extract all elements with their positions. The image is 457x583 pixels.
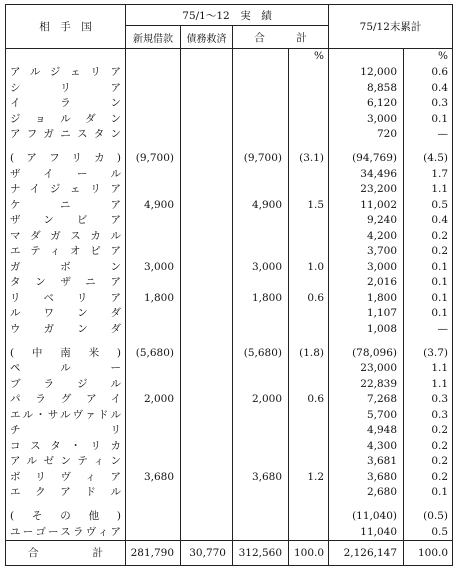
table-row [6, 361, 453, 377]
table-row [6, 197, 453, 213]
country-name: エティオピア [6, 244, 126, 260]
loan-results-table [5, 4, 453, 566]
country-name: ボリヴィア [6, 470, 126, 486]
total-cell [233, 361, 289, 377]
cumulative-pct-cell: (0.5) [404, 509, 453, 525]
new-loan-cell: 3,000 [126, 260, 181, 276]
country-name: ザイール [6, 166, 126, 182]
total-cell [233, 127, 289, 143]
total-cell [233, 407, 289, 423]
new-loan-cell [126, 454, 181, 470]
cumulative-cell: 720 [329, 127, 404, 143]
table-row [6, 322, 453, 338]
debt-relief-cell [181, 392, 233, 408]
new-loan-cell [126, 213, 181, 229]
pct-cell [289, 423, 329, 439]
pct-cell [289, 228, 329, 244]
country-name: コスタ・リカ [6, 439, 126, 455]
total-cell [233, 182, 289, 198]
cumulative-cell: 8,858 [329, 81, 404, 97]
debt-relief-cell [181, 345, 233, 361]
pct-cell: 1.5 [289, 197, 329, 213]
cumulative-cell: 4,948 [329, 423, 404, 439]
table-row [6, 524, 453, 540]
pct-cell [289, 81, 329, 97]
debt-relief-cell [181, 182, 233, 198]
cumulative-cell: (11,040) [329, 509, 404, 525]
cumulative-cell: 6,120 [329, 96, 404, 112]
cumulative-cell: 1,107 [329, 306, 404, 322]
country-name: (アフリカ) [6, 151, 126, 167]
cumulative-cell: 11,002 [329, 197, 404, 213]
debt-relief-cell [181, 509, 233, 525]
table-row [6, 376, 453, 392]
new-loan-cell [126, 439, 181, 455]
new-loan-cell [126, 182, 181, 198]
header-debt-relief: 債務救済 [181, 26, 233, 49]
table-row [6, 244, 453, 260]
total-cell [233, 524, 289, 540]
header-period: 75/1〜12 実 績 [126, 5, 329, 26]
new-loan-cell [126, 322, 181, 338]
pct-cell [289, 213, 329, 229]
total-cell [233, 228, 289, 244]
table-row [6, 81, 453, 97]
table-row [6, 151, 453, 167]
total-cell [233, 454, 289, 470]
new-loan-cell: 1,800 [126, 291, 181, 307]
new-loan-cell [126, 361, 181, 377]
cumulative-pct-cell: 1.1 [404, 361, 453, 377]
total-cell [233, 376, 289, 392]
pct-cell [289, 112, 329, 128]
cumulative-pct-cell: 0.1 [404, 306, 453, 322]
pct-cell [289, 376, 329, 392]
country-name: チリ [6, 423, 126, 439]
cumulative-cell: 3,000 [329, 260, 404, 276]
cumulative-cell: 4,200 [329, 228, 404, 244]
cumulative-pct-cell: — [404, 127, 453, 143]
total-total: 312,560 [233, 540, 289, 565]
pct-cell [289, 322, 329, 338]
total-cell [233, 81, 289, 97]
debt-relief-cell [181, 260, 233, 276]
total-cell: 1,800 [233, 291, 289, 307]
pct-cell [289, 166, 329, 182]
new-loan-cell [126, 275, 181, 291]
cumulative-pct-cell: 0.4 [404, 213, 453, 229]
cumulative-pct-cell: 0.5 [404, 524, 453, 540]
total-cell [233, 423, 289, 439]
new-loan-cell: (9,700) [126, 151, 181, 167]
debt-relief-cell [181, 454, 233, 470]
total-cell [233, 65, 289, 81]
header-partner: 相 手 国 [6, 5, 126, 49]
percent-mark: % [289, 49, 329, 66]
new-loan-cell [126, 509, 181, 525]
total-cell: 3,000 [233, 260, 289, 276]
cumulative-pct-cell: 0.2 [404, 470, 453, 486]
pct-cell [289, 454, 329, 470]
new-loan-cell [126, 485, 181, 501]
country-name: シリア [6, 81, 126, 97]
new-loan-cell [126, 112, 181, 128]
pct-cell [289, 509, 329, 525]
new-loan-cell [126, 81, 181, 97]
debt-relief-cell [181, 485, 233, 501]
cumulative-pct-cell: 0.1 [404, 275, 453, 291]
cumulative-pct-cell: 0.2 [404, 244, 453, 260]
pct-cell: 1.0 [289, 260, 329, 276]
debt-relief-cell [181, 151, 233, 167]
debt-relief-cell [181, 439, 233, 455]
debt-relief-cell [181, 423, 233, 439]
country-name: ザンビア [6, 213, 126, 229]
total-cell: (5,680) [233, 345, 289, 361]
debt-relief-cell [181, 96, 233, 112]
cumulative-cell: 2,016 [329, 275, 404, 291]
pct-cell: (3.1) [289, 151, 329, 167]
pct-cell: 0.6 [289, 291, 329, 307]
new-loan-cell: (5,680) [126, 345, 181, 361]
country-name: ウガンダ [6, 322, 126, 338]
cumulative-cell: 7,268 [329, 392, 404, 408]
new-loan-cell [126, 306, 181, 322]
table-row [6, 454, 453, 470]
new-loan-cell [126, 166, 181, 182]
debt-relief-cell [181, 244, 233, 260]
country-name: アルジェリア [6, 65, 126, 81]
debt-relief-cell [181, 322, 233, 338]
pct-cell [289, 96, 329, 112]
debt-relief-cell [181, 112, 233, 128]
new-loan-cell [126, 228, 181, 244]
table-row [6, 275, 453, 291]
total-pct: 100.0 [289, 540, 329, 565]
debt-relief-cell [181, 524, 233, 540]
cumulative-cell: 23,000 [329, 361, 404, 377]
country-name: (その他) [6, 509, 126, 525]
cumulative-pct-cell: 0.1 [404, 485, 453, 501]
cumulative-cell: 22,839 [329, 376, 404, 392]
debt-relief-cell [181, 470, 233, 486]
cumulative-cell: (94,769) [329, 151, 404, 167]
cumulative-pct-cell: 0.3 [404, 407, 453, 423]
cumulative-cell: 3,700 [329, 244, 404, 260]
table-row [6, 306, 453, 322]
total-cell: 3,680 [233, 470, 289, 486]
table-row [6, 392, 453, 408]
cumulative-pct-cell: (3.7) [404, 345, 453, 361]
pct-cell [289, 485, 329, 501]
table-row [6, 182, 453, 198]
debt-relief-cell [181, 228, 233, 244]
pct-cell [289, 244, 329, 260]
total-cell: (9,700) [233, 151, 289, 167]
country-name: アフガニスタン [6, 127, 126, 143]
cumulative-cell: 3,000 [329, 112, 404, 128]
total-cell [233, 166, 289, 182]
total-cell [233, 322, 289, 338]
cumulative-cell: 1,800 [329, 291, 404, 307]
table-row [6, 260, 453, 276]
pct-cell: (1.8) [289, 345, 329, 361]
table-row [6, 485, 453, 501]
debt-relief-cell [181, 213, 233, 229]
pct-cell [289, 127, 329, 143]
cumulative-cell: (78,096) [329, 345, 404, 361]
cumulative-pct-cell: 0.3 [404, 392, 453, 408]
total-cell [233, 509, 289, 525]
cumulative-pct-cell: 0.1 [404, 260, 453, 276]
total-cell [233, 306, 289, 322]
cumulative-cell: 4,300 [329, 439, 404, 455]
cumulative-cell: 3,681 [329, 454, 404, 470]
pct-cell [289, 65, 329, 81]
country-name: ガボン [6, 260, 126, 276]
total-cell [233, 112, 289, 128]
cumulative-pct-cell: 1.7 [404, 166, 453, 182]
cumulative-pct-cell: 0.2 [404, 423, 453, 439]
country-name: ジョルダン [6, 112, 126, 128]
country-name: (中南米) [6, 345, 126, 361]
total-cum-pct: 100.0 [404, 540, 453, 565]
debt-relief-cell [181, 197, 233, 213]
cumulative-cell: 2,680 [329, 485, 404, 501]
debt-relief-cell [181, 361, 233, 377]
table-body [6, 49, 453, 541]
country-name: エクアドル [6, 485, 126, 501]
debt-relief-cell [181, 65, 233, 81]
table-row [6, 423, 453, 439]
cumulative-pct-cell: 1.1 [404, 182, 453, 198]
cumulative-cell: 12,000 [329, 65, 404, 81]
debt-relief-cell [181, 291, 233, 307]
total-row [6, 540, 453, 565]
new-loan-cell: 2,000 [126, 392, 181, 408]
cumulative-pct-cell: 0.2 [404, 439, 453, 455]
total-new: 281,790 [126, 540, 181, 565]
total-cum: 2,126,147 [329, 540, 404, 565]
debt-relief-cell [181, 127, 233, 143]
table-row [6, 112, 453, 128]
debt-relief-cell [181, 275, 233, 291]
table-row [6, 96, 453, 112]
country-name: ペルー [6, 361, 126, 377]
header-cumulative: 75/12末累計 [329, 5, 453, 49]
cumulative-pct-cell: 0.2 [404, 228, 453, 244]
cumulative-cell: 3,680 [329, 470, 404, 486]
cumulative-cell: 1,008 [329, 322, 404, 338]
total-cell [233, 96, 289, 112]
table-row [6, 127, 453, 143]
cumulative-cell: 11,040 [329, 524, 404, 540]
country-name: パラグアイ [6, 392, 126, 408]
pct-cell [289, 306, 329, 322]
country-name: ルワンダ [6, 306, 126, 322]
new-loan-cell [126, 376, 181, 392]
total-cell [233, 275, 289, 291]
new-loan-cell [126, 127, 181, 143]
total-cell [233, 244, 289, 260]
debt-relief-cell [181, 306, 233, 322]
total-cell: 4,900 [233, 197, 289, 213]
cumulative-cell: 9,240 [329, 213, 404, 229]
table-row [6, 407, 453, 423]
new-loan-cell [126, 244, 181, 260]
country-name: ブラジル [6, 376, 126, 392]
pct-cell: 0.6 [289, 392, 329, 408]
new-loan-cell [126, 524, 181, 540]
total-cell [233, 439, 289, 455]
new-loan-cell [126, 96, 181, 112]
pct-cell [289, 524, 329, 540]
country-name: ユーゴースラヴィア [6, 524, 126, 540]
new-loan-cell [126, 423, 181, 439]
cumulative-cell: 5,700 [329, 407, 404, 423]
cumulative-pct-cell: 0.1 [404, 112, 453, 128]
total-relief: 30,770 [181, 540, 233, 565]
table-row [6, 213, 453, 229]
total-cell [233, 213, 289, 229]
table-row [6, 65, 453, 81]
table-row [6, 291, 453, 307]
cumulative-pct-cell: (4.5) [404, 151, 453, 167]
table-row [6, 345, 453, 361]
country-name: アルゼンティン [6, 454, 126, 470]
country-name: ケニア [6, 197, 126, 213]
pct-cell [289, 275, 329, 291]
new-loan-cell: 4,900 [126, 197, 181, 213]
table-row [6, 228, 453, 244]
debt-relief-cell [181, 407, 233, 423]
new-loan-cell [126, 65, 181, 81]
cumulative-pct-cell: 0.1 [404, 291, 453, 307]
debt-relief-cell [181, 81, 233, 97]
country-name: ナイジェリア [6, 182, 126, 198]
cumulative-pct-cell: 0.5 [404, 197, 453, 213]
country-name: リベリア [6, 291, 126, 307]
new-loan-cell: 3,680 [126, 470, 181, 486]
country-name: マダガスカル [6, 228, 126, 244]
header-new-loan: 新規借款 [126, 26, 181, 49]
country-name: イラン [6, 96, 126, 112]
table-row [6, 439, 453, 455]
country-name: エル・サルヴァドル [6, 407, 126, 423]
total-label: 合 計 [6, 540, 126, 565]
debt-relief-cell [181, 166, 233, 182]
cumulative-pct-cell: 0.2 [404, 454, 453, 470]
cumulative-pct-cell: — [404, 322, 453, 338]
pct-cell [289, 407, 329, 423]
header-total: 合 計 [233, 26, 329, 49]
country-name: タンザニア [6, 275, 126, 291]
pct-cell: 1.2 [289, 470, 329, 486]
pct-cell [289, 182, 329, 198]
cumulative-pct-cell: 0.3 [404, 96, 453, 112]
cumulative-pct-cell: 0.6 [404, 65, 453, 81]
table-row [6, 509, 453, 525]
cumulative-cell: 34,496 [329, 166, 404, 182]
total-cell [233, 485, 289, 501]
cumulative-pct-cell: 0.4 [404, 81, 453, 97]
new-loan-cell [126, 407, 181, 423]
table-row [6, 166, 453, 182]
cumulative-cell: 23,200 [329, 182, 404, 198]
table-row [6, 470, 453, 486]
cumulative-pct-cell: 1.1 [404, 376, 453, 392]
total-cell: 2,000 [233, 392, 289, 408]
pct-cell [289, 439, 329, 455]
pct-cell [289, 361, 329, 377]
debt-relief-cell [181, 376, 233, 392]
percent-mark-cum: % [404, 49, 453, 66]
